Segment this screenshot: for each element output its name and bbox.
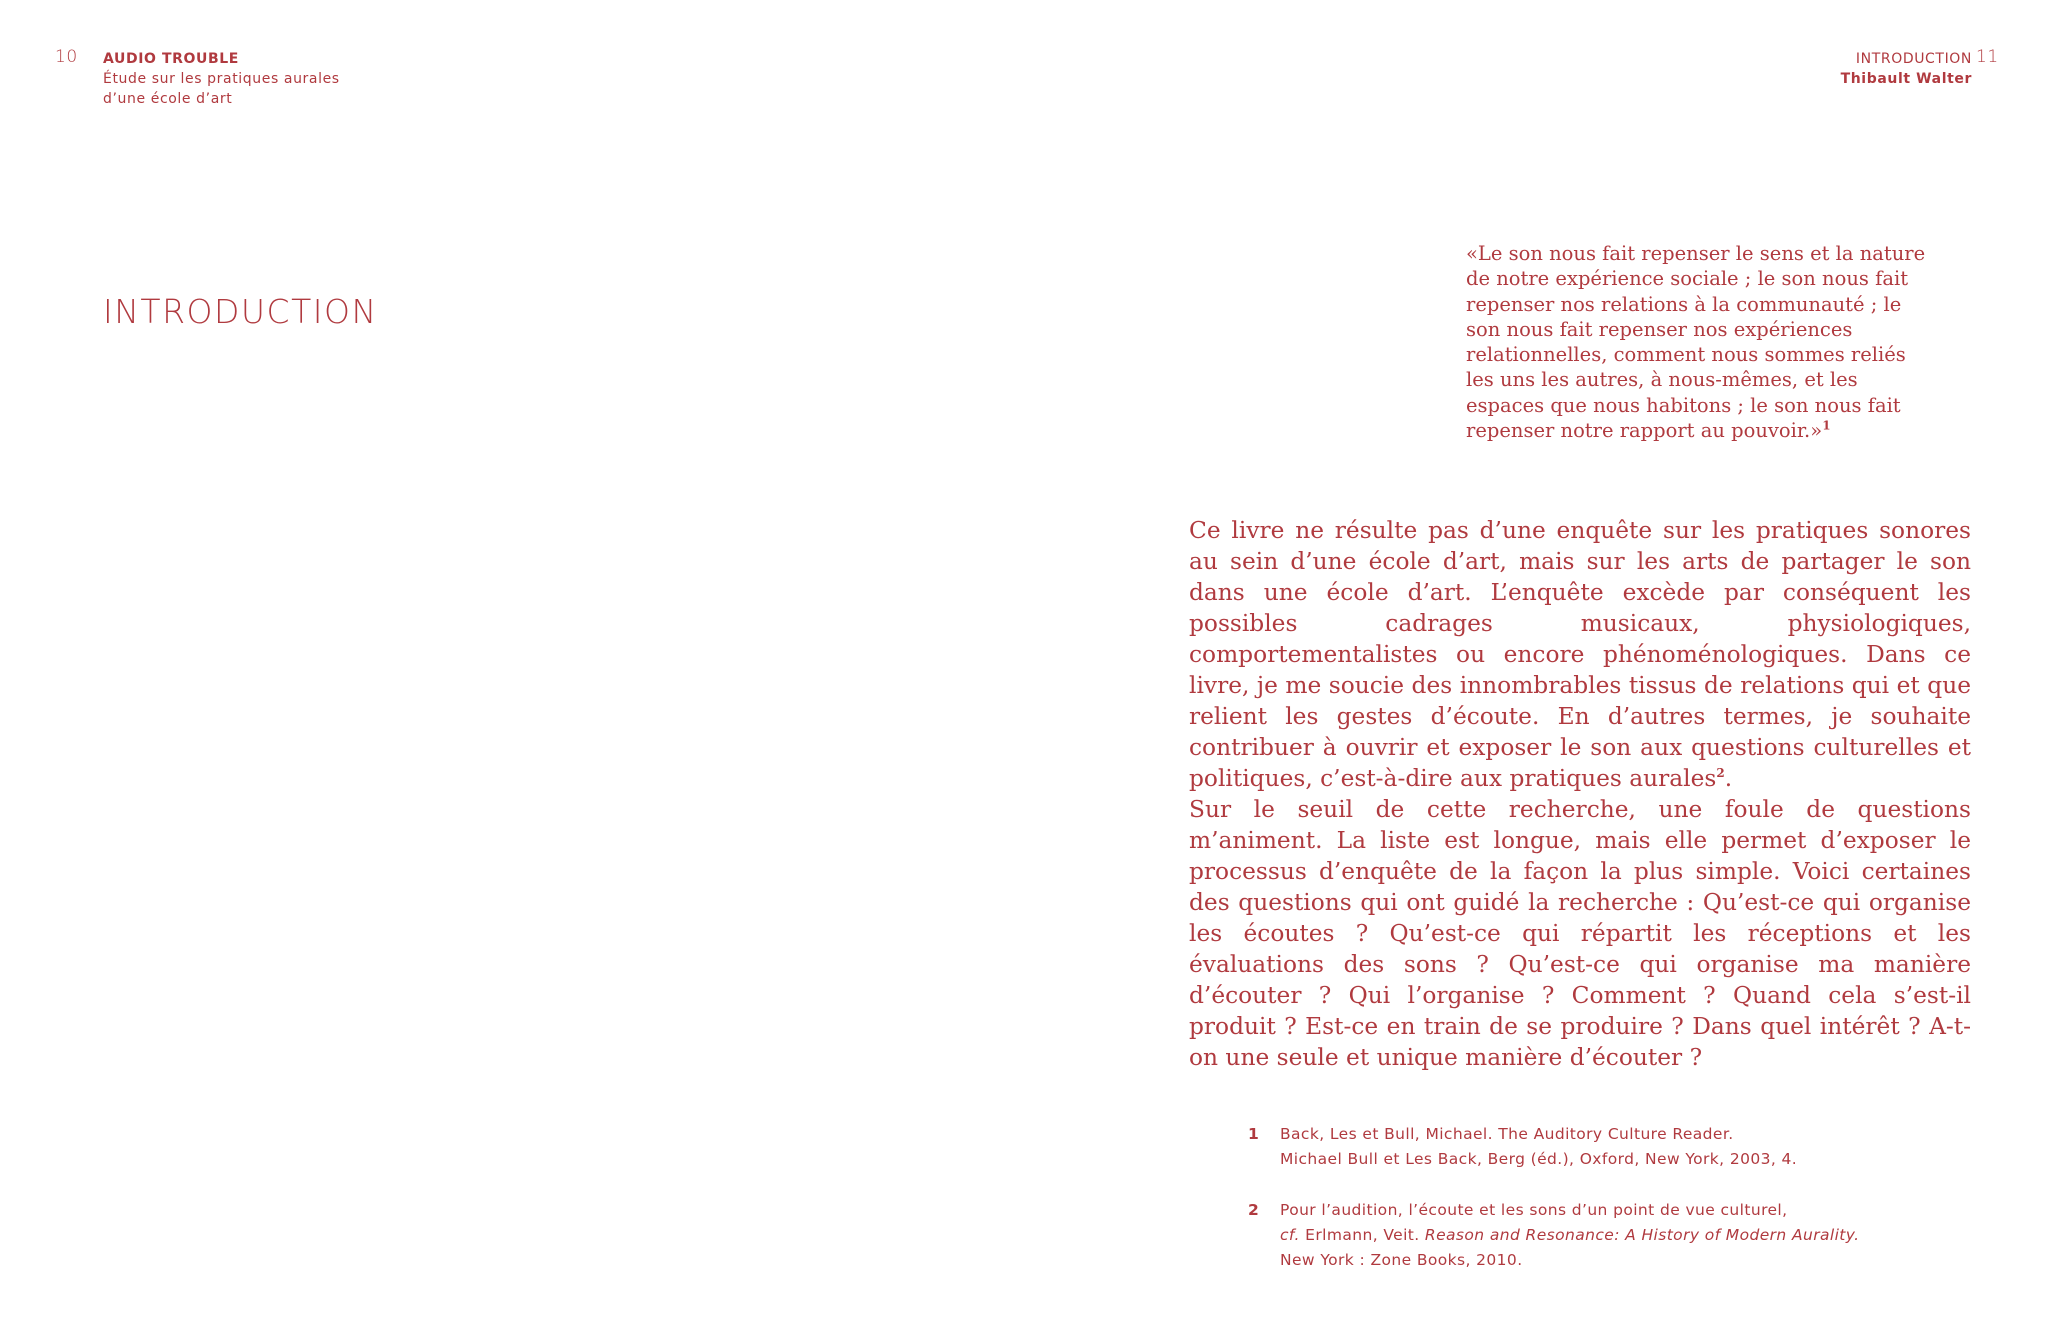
book-title: AUDIO TROUBLE	[103, 51, 239, 67]
author-name: Thibault Walter	[1840, 71, 1972, 87]
book-subtitle-line1: Étude sur les pratiques aurales	[103, 71, 340, 87]
footnote-2	[1248, 1198, 1968, 1276]
footnote-author: Erlmann, Veit.	[1299, 1226, 1425, 1244]
page-number-left: 10	[55, 47, 78, 67]
book-subtitle-line2: d’une école d’art	[103, 91, 233, 107]
body-paragraph-2: Sur le seuil de cette recherche, une foule de questions m’animent. La liste est longue, mais elle permet d’exposer le processus d’enquête de la façon la plus simple. Voici certaines des questions qui ont guidé la recherche : Qu’est-ce qui organise les écoutes ? Qu’est-ce qui répartit les réceptions et les évaluations des sons ? Qu’est-ce qui organise ma manière d’écouter ? Qui l’organise ? Comment ? Quand cela s’est-il produit ? Est-ce en train de se produire ? Dans quel intérêt ? A-t-on une seule et unique manière d’écouter ?	[1189, 796, 1971, 1071]
footnote-line	[1280, 1223, 1970, 1248]
footnote-ref-2: 2	[1716, 766, 1725, 781]
epigraph-text: «Le son nous fait repenser le sens et la nature de notre expérience sociale ; le son nous fait repenser nos relations à la communauté ; le son nous fait repenser nos expériences relationnelles, comment nous sommes reliés les uns les autres, à nous-mêmes, et les espaces que nous habitons ; le son nous fait repenser notre rapport au pouvoir.»	[1466, 242, 1926, 443]
footnote-line: Back, Les et Bull, Michael. The Auditory Culture Reader.	[1280, 1125, 1734, 1143]
footnote-text	[1280, 1122, 1970, 1172]
footnote-line: Michael Bull et Les Back, Berg (éd.), Oxford, New York, 2003, 4.	[1280, 1150, 1798, 1168]
body-paragraph-1-text: Ce livre ne résulte pas d’une enquête sur les pratiques sonores au sein d’une école d’art, mais sur les arts de partager le son dans une école d’art. L’enquête excède par conséquent les possibles cadrages musicaux, physiologiques, comportementalistes ou encore phénoménologiques. Dans ce livre, je me soucie des innombrables tissus de relations qui et que relient les gestes d’écoute. En d’autres termes, je souhaite contribuer à ouvrir et exposer le son aux questions culturelles et politiques, c’est-à-dire aux pratiques aurales	[1189, 517, 1971, 792]
footnote-number: 2	[1248, 1201, 1260, 1219]
footnote-cf: cf.	[1280, 1226, 1300, 1244]
body-paragraph-1	[1189, 515, 1971, 794]
footnote-book-title: Reason and Resonance: A History of Modern Aurality.	[1424, 1226, 1860, 1244]
section-title: INTRODUCTION	[1855, 51, 1972, 67]
footnote-1	[1248, 1122, 1968, 1174]
body-paragraph-1-end: .	[1724, 765, 1733, 792]
epigraph-quote	[1466, 241, 1926, 443]
footnote-ref-1: 1	[1822, 418, 1831, 433]
chapter-title: INTRODUCTION	[103, 292, 378, 331]
page-number-right: 11	[1976, 47, 1999, 67]
footnote-number: 1	[1248, 1125, 1260, 1143]
footnote-line: New York : Zone Books, 2010.	[1280, 1251, 1523, 1269]
body-text	[1189, 515, 1971, 1073]
running-header-right	[1612, 49, 1972, 89]
footnote-text	[1280, 1198, 1970, 1273]
running-header-left	[103, 49, 463, 109]
footnote-line: Pour l’audition, l’écoute et les sons d’un point de vue culturel,	[1280, 1201, 1788, 1219]
